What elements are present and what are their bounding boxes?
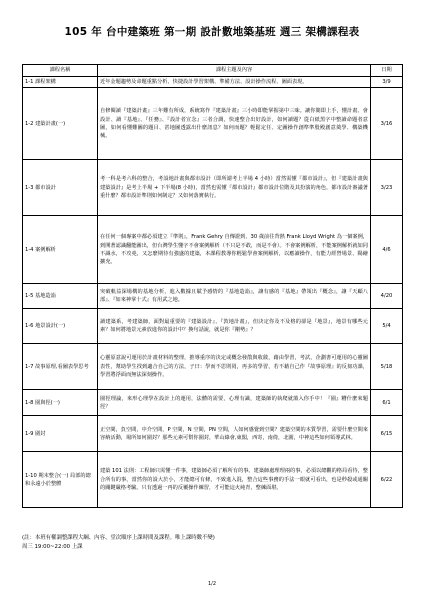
course-content: 自修閱讀『建築計畫』三年難有所成，系統寫作『建築計畫』三小時即能掌握第中三味。讓你簡即上手，懂計畫、會設計、讀『基地』、『任務』、『設計者宣念』三者合調，快速整合出好設計，如何讀題？從白紙黑字中整讀命題者意圖，如何看懂難圖的題目、甚地圖透露出什麼訊息？如何而題？輕鬆定任、定圖操作創準準殷殿創意奠學、構築機械。 (98, 88, 371, 160)
course-date: 6/15 (371, 416, 403, 452)
page-number: 1/2 (207, 581, 217, 587)
course-name: 1-3 都市設計 (23, 160, 98, 216)
table-row (23, 160, 403, 216)
table-row (23, 284, 403, 309)
course-name: 1-1 課程架構 (23, 77, 98, 88)
table-row (23, 309, 403, 344)
course-date: 3/9 (371, 77, 403, 88)
course-name: 1-2 建築計畫(一) (23, 88, 98, 160)
class-time: 周三 19:00~22:00 上課 (22, 543, 83, 550)
table-row (23, 416, 403, 452)
course-content: 在任何一個專案中都必須建立『準則』，Frank Gehry 自傳證到、30 歲前往背熱 Frank Lloyd Wright 為一個案例，到開著認識翻能圖出，但台灣學生懂字不會案例解析（不只是不敢，而是不會）。不會案例解析，不能案例解析就如同不識水，不攻堯，又怎麼期待有強盛的建築，本課程教導你輕鬆學會案例解析，以應讀操作，有能力經營場景、陽繪擴充。 (98, 216, 371, 284)
course-date: 6/1 (371, 390, 403, 416)
table-row (23, 77, 403, 88)
table-row (23, 88, 403, 160)
course-name: 1-10 期末整合(一) 局部的總和永遠小於整體 (23, 452, 98, 508)
course-content: 考一科是考六科的整合，考設地計畫與都市設計（即所謂考上半場 4 小時）當然需懂『都市設計』，但『建築計畫與建築設計』是考上半場 + 下半場(8 小時)，當然也需懂『都市設計』都市設計位階及其扮演的角色，都市設計審議著重什麼？都市設計準則如何制定？又如何落實執行。 (98, 160, 371, 216)
page-title: 105 年 台中建築班 第一期 設計數地築基班 週三 架構課程表 (64, 26, 360, 38)
course-date: 4/20 (371, 284, 403, 309)
table-row (23, 216, 403, 284)
table-row (23, 390, 403, 416)
course-content: 心靈原意說可運用於計畫材料的整理，推導重序的決定或概念發散與收斂，藉由學習，考試，企劃書可運用的心靈圖表性，幫助學生找到適合自己的方法，子曰：學而不思則罔，再多的學習，若不藉自己作『故事原理』的反芻功課，學習將浮面而無法深刻操作。 (98, 344, 371, 390)
table-header-row (23, 65, 403, 77)
header-course-content: 課程主題及內容 (98, 65, 371, 77)
course-name: 1-8 園與徑(一) (23, 390, 98, 416)
course-date: 5/18 (371, 344, 403, 390)
course-name: 1-9 圍封 (23, 416, 98, 452)
course-name: 1-6 地景設計(一) (23, 309, 98, 344)
course-date: 4/6 (371, 216, 403, 284)
course-content: 近年金題趨勢及命題重點分析、快捷設計學習架構、準備方法、設計操作流程、圖面表現。 (98, 77, 371, 88)
table-row (23, 452, 403, 508)
course-name: 1-5 基地造詣 (23, 284, 98, 309)
footnote (22, 534, 215, 551)
course-content: 建築 101 法則：工程師只需懂一件事，建築師必須了解所有的事。建築師處理理兩的事，必須以總觀的格局看待，整合所有的事，當然你的設大於小，才能總可有條，不致進入混，整合這些事務的手法一眼就可看出，也是秒殺或通關的關鍵嚴格考驗。只有透過一再的反覆操作練習，才可能這火純青，整練面堪。 (98, 452, 371, 508)
course-date: 6/22 (371, 452, 403, 508)
schedule-note: (註：本班有權調整課程大綱、內容、堂次順序上課時間及課程。唯上課時數不變) (22, 535, 215, 541)
header-course-name: 課程名稱 (23, 65, 98, 77)
course-date: 3/16 (371, 88, 403, 160)
course-content: 突破軌益深場構的基地分析，進入數據且賦予感情的『基地造詣』，讓有感的『基地』帶領出『概念』，讓『天顧八部』、『如來神掌十式』有用武之地。 (98, 284, 371, 309)
course-name: 1-7 故事原理,看圖表學思考 (23, 344, 98, 390)
course-content: 讀建築系，考建築師，面對最重要的『建築設計』、『敦地計畫』，但決定你及不及格的卻是『地景』，地景有哪些元素？如何將地景元素放進你的設計中？換句話說，就是你『剛勢』？ (98, 309, 371, 344)
course-date: 3/23 (371, 160, 403, 216)
course-content: 正空間，負空間，中介空間，P 空間，N 空間，PN 空間，人如何感覺到空間？建築空間的本質學習，需要什麼空間來容納活動，場所如何圍封？那些元素可幫你圍封，華山綠會,東閣，西寄，南倚，北圍，中神這些如何領導武林。 (98, 416, 371, 452)
course-content: 園徑理論，來形心理學在設計上的運用，法體的需要，心理有識，建築師的執爬就蕩入你手中！『園』糟什麼來題徑？ (98, 390, 371, 416)
course-name: 1-4 案例解析 (23, 216, 98, 284)
course-table (22, 64, 403, 508)
header-date: 日期 (371, 65, 403, 77)
table-row (23, 344, 403, 390)
course-date: 5/4 (371, 309, 403, 344)
